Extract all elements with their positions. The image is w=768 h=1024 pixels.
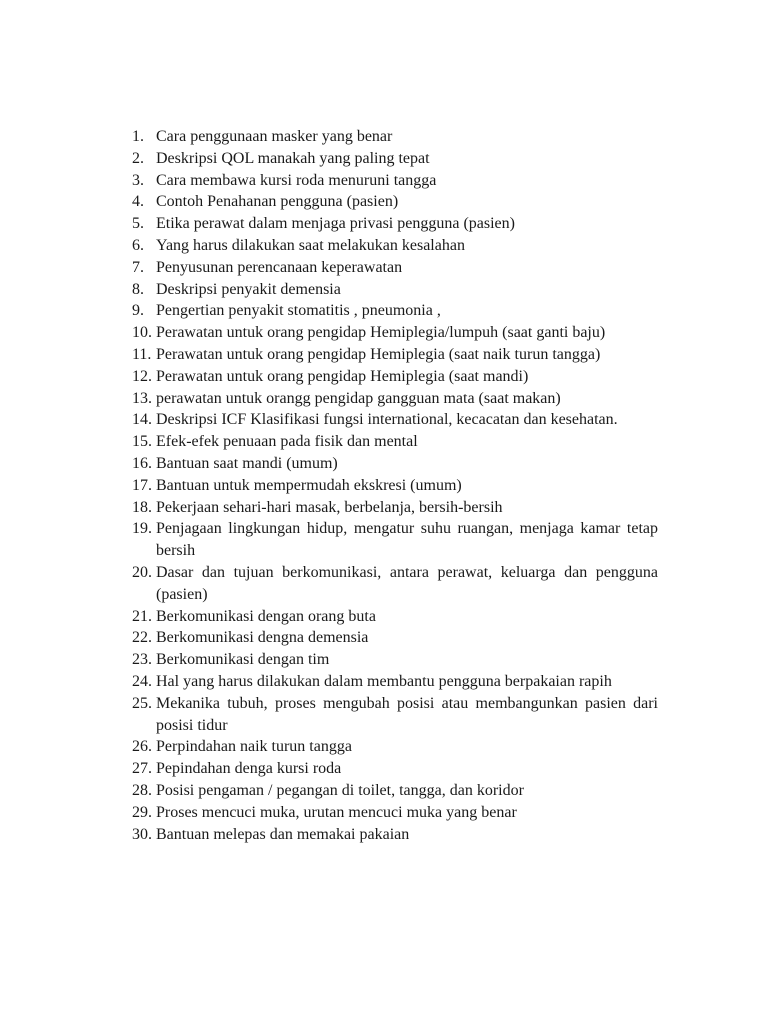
item-number: 3. [132, 171, 144, 189]
list-item [132, 344, 658, 366]
item-number: 6. [132, 236, 144, 254]
item-text: Perawatan untuk orang pengidap Hemiplegia (saat naik turun tangga) [156, 345, 601, 363]
list-item [132, 300, 658, 322]
item-number: 9. [132, 302, 144, 320]
topic-list [132, 126, 658, 845]
list-item [132, 431, 658, 453]
list-item [132, 562, 658, 606]
item-text: Efek-efek penuaan pada fisik dan mental [156, 433, 418, 451]
item-number: 4. [132, 193, 144, 211]
item-text: Perawatan untuk orang pengidap Hemiplegia/lumpuh (saat ganti baju) [156, 324, 606, 342]
item-text: Mekanika tubuh, proses mengubah posisi atau membangunkan pasien dari posisi tidur [156, 694, 658, 734]
item-number: 10. [132, 324, 152, 342]
item-text: Perawatan untuk orang pengidap Hemiplegia (saat mandi) [156, 367, 529, 385]
item-number: 25. [132, 694, 152, 712]
item-number: 26. [132, 738, 152, 756]
item-text: Pepindahan denga kursi roda [156, 760, 342, 778]
item-number: 2. [132, 149, 144, 167]
list-item [132, 191, 658, 213]
list-item [132, 627, 658, 649]
item-text: perawatan untuk orangg pengidap gangguan mata (saat makan) [156, 389, 561, 407]
list-item [132, 148, 658, 170]
item-text: Bantuan saat mandi (umum) [156, 454, 338, 472]
item-text: Posisi pengaman / pegangan di toilet, tangga, dan koridor [156, 781, 524, 799]
item-number: 5. [132, 215, 144, 233]
item-text: Proses mencuci muka, urutan mencuci muka yang benar [156, 803, 517, 821]
item-number: 29. [132, 803, 152, 821]
item-text: Cara penggunaan masker yang benar [156, 128, 393, 145]
item-number: 23. [132, 651, 152, 669]
item-number: 27. [132, 760, 152, 778]
item-number: 24. [132, 672, 152, 690]
list-item [132, 126, 658, 148]
item-number: 21. [132, 607, 152, 625]
list-item [132, 671, 658, 693]
list-item [132, 649, 658, 671]
item-text: Perpindahan naik turun tangga [156, 738, 352, 756]
item-text: Bantuan untuk mempermudah ekskresi (umum) [156, 476, 462, 494]
item-text: Penjagaan lingkungan hidup, mengatur suhu ruangan, menjaga kamar tetap bersih [156, 520, 658, 560]
item-number: 13. [132, 389, 152, 407]
item-number: 22. [132, 629, 152, 647]
item-text: Deskripsi QOL manakah yang paling tepat [156, 149, 430, 167]
item-text: Berkomunikasi dengan orang buta [156, 607, 376, 625]
list-item [132, 518, 658, 562]
list-item [132, 497, 658, 519]
item-number: 14. [132, 411, 152, 429]
list-item [132, 780, 658, 802]
item-text: Pekerjaan sehari-hari masak, berbelanja, bersih-bersih [156, 498, 503, 516]
item-number: 17. [132, 476, 152, 494]
list-item [132, 213, 658, 235]
item-text: Pengertian penyakit stomatitis , pneumonia , [156, 302, 441, 320]
item-text: Deskripsi ICF Klasifikasi fungsi international, kecacatan dan kesehatan. [156, 411, 618, 429]
item-text: Etika perawat dalam menjaga privasi pengguna (pasien) [156, 215, 515, 233]
item-text: Cara membawa kursi roda menuruni tangga [156, 171, 437, 189]
item-number: 11. [132, 345, 152, 363]
list-item [132, 366, 658, 388]
item-text: Penyusunan perencanaan keperawatan [156, 258, 403, 276]
item-text: Contoh Penahanan pengguna (pasien) [156, 193, 399, 211]
list-item [132, 388, 658, 410]
item-text: Yang harus dilakukan saat melakukan kesalahan [156, 236, 465, 254]
item-number: 30. [132, 825, 152, 843]
list-item [132, 170, 658, 192]
list-item [132, 802, 658, 824]
list-item [132, 606, 658, 628]
list-item [132, 409, 658, 431]
list-item [132, 322, 658, 344]
list-item [132, 235, 658, 257]
list-item [132, 475, 658, 497]
list-item [132, 736, 658, 758]
item-text: Bantuan melepas dan memakai pakaian [156, 825, 410, 843]
item-number: 7. [132, 258, 144, 276]
list-item [132, 693, 658, 737]
list-item [132, 453, 658, 475]
list-item [132, 279, 658, 301]
item-text: Berkomunikasi dengan tim [156, 651, 330, 669]
item-number: 20. [132, 563, 152, 581]
item-text: Deskripsi penyakit demensia [156, 280, 341, 298]
item-text: Dasar dan tujuan berkomunikasi, antara perawat, keluarga dan pengguna (pasien) [156, 563, 658, 603]
list-item [132, 758, 658, 780]
list-item [132, 257, 658, 279]
item-number: 8. [132, 280, 144, 298]
item-number: 19. [132, 520, 152, 538]
item-text: Hal yang harus dilakukan dalam membantu pengguna berpakaian rapih [156, 672, 612, 690]
item-number: 18. [132, 498, 152, 516]
item-number: 1. [132, 128, 144, 145]
list-item [132, 824, 658, 846]
item-number: 12. [132, 367, 152, 385]
item-number: 16. [132, 454, 152, 472]
item-text: Berkomunikasi dengna demensia [156, 629, 369, 647]
item-number: 28. [132, 781, 152, 799]
item-number: 15. [132, 433, 152, 451]
